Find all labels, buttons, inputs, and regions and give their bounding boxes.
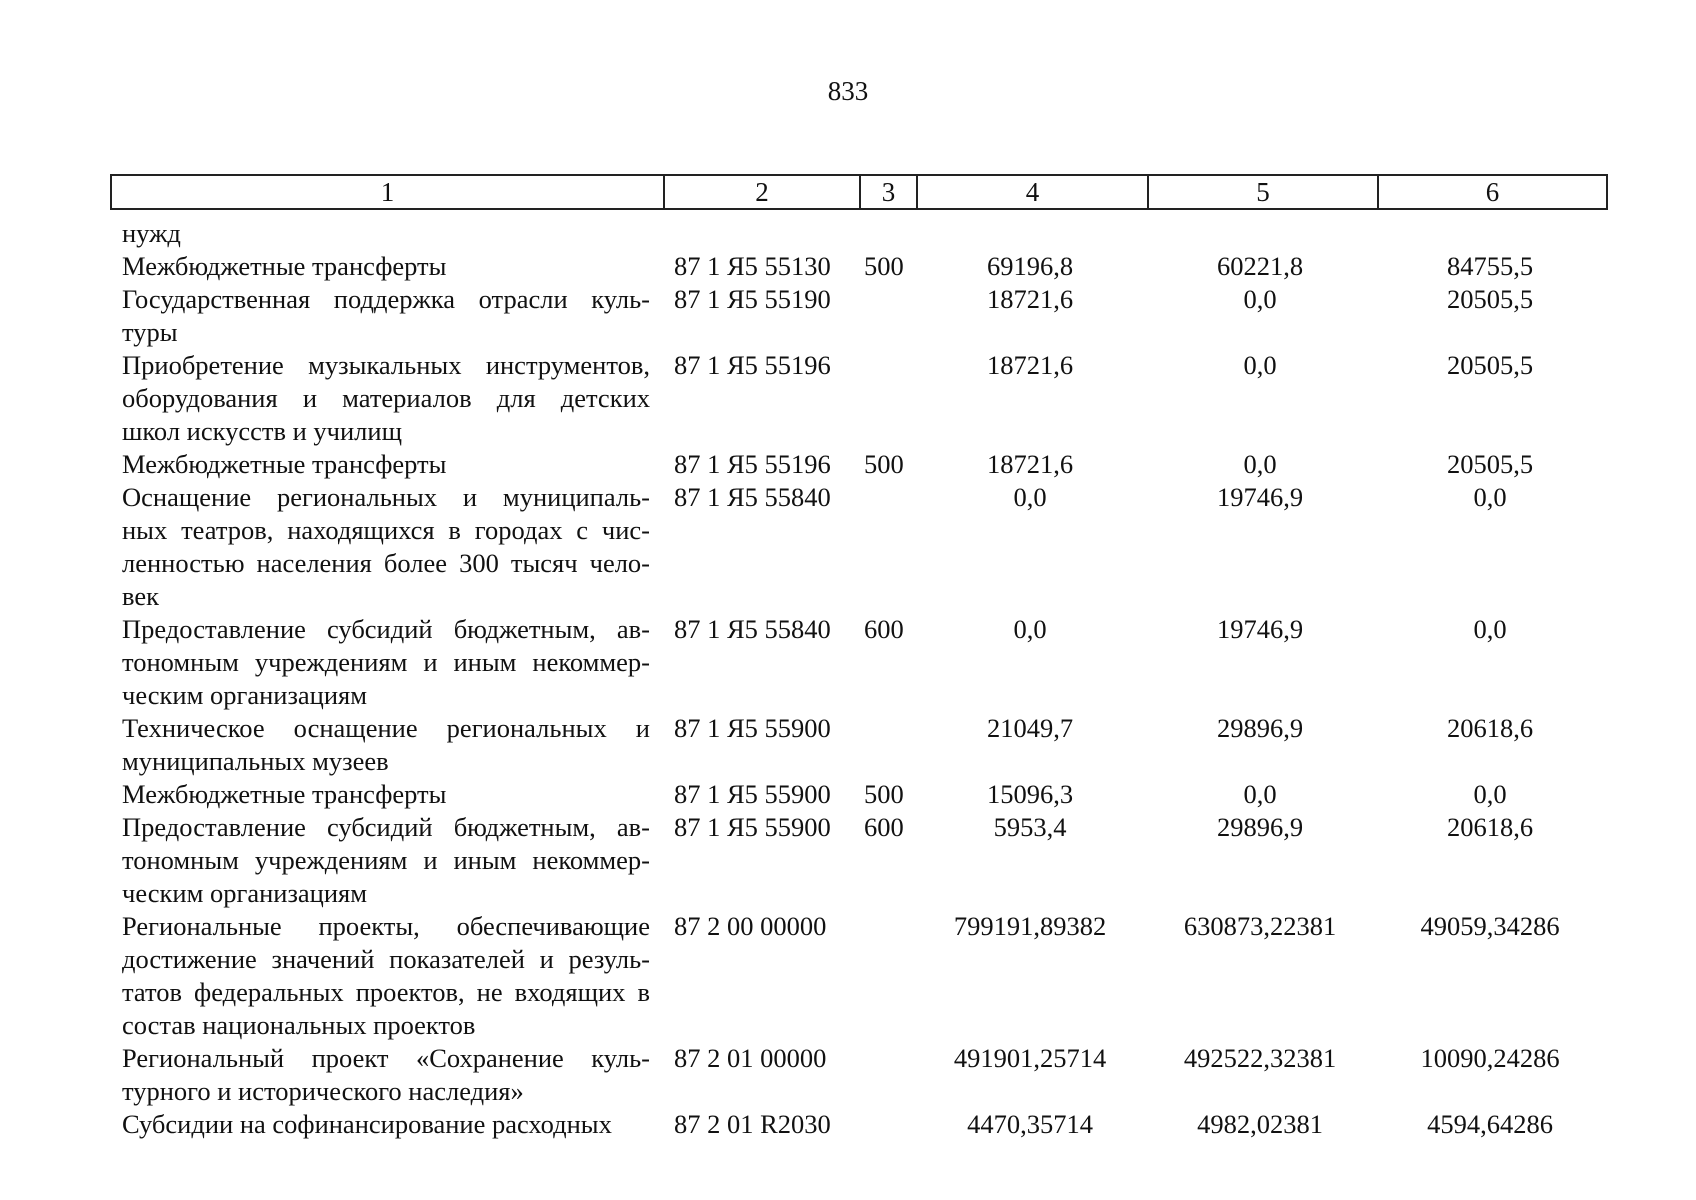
description-line: состав национальных проектов [122,1010,476,1040]
column-header-1: 1 [111,175,664,209]
description-line: нужд [122,218,181,248]
description-line: достижение значений показателей и резуль- [122,944,650,974]
description-line: Межбюджетные трансферты [122,449,447,479]
description-line: муниципальных музеев [122,746,389,776]
row-code: 87 1 Я5 55840 [674,482,831,512]
description-line: оборудования и материалов для детских [122,383,650,413]
row-description [122,448,650,481]
row-value-4: 21049,7 [986,713,1074,743]
row-code: 87 1 Я5 55196 [674,350,831,380]
description-line: ных театров, находящихся в городах с чис- [122,515,650,545]
row-value-4: 18721,6 [986,449,1074,479]
row-value-4: 18721,6 [986,350,1074,380]
row-value-5: 29896,9 [1216,713,1304,743]
row-value-6: 4594,64286 [1427,1109,1553,1139]
row-description [122,250,650,283]
description-line: туры [122,317,178,347]
description-line: Предоставление субсидий бюджетным, ав- [122,614,650,644]
row-value-6: 0,0 [1473,482,1507,512]
row-code: 87 1 Я5 55190 [674,284,831,314]
row-description [122,811,650,910]
description-line: татов федеральных проектов, не входящих в [122,977,650,1007]
row-value-5: 29896,9 [1216,812,1304,842]
description-line: Субсидии на софинансирование расходных [122,1109,612,1139]
row-description [122,613,650,712]
row-value-5: 60221,8 [1216,251,1304,281]
row-value-6: 20618,6 [1446,812,1534,842]
description-line: Приобретение музыкальных инструментов, [122,350,650,380]
column-header-2: 2 [664,175,860,209]
row-code: 87 1 Я5 55130 [674,251,831,281]
description-line: Государственная поддержка отрасли куль- [122,284,650,314]
row-description [122,910,650,1042]
row-code: 87 1 Я5 55900 [674,779,831,809]
row-value-4: 5953,4 [993,812,1067,842]
row-description [122,217,650,250]
row-description [122,1108,650,1141]
row-description [122,1042,650,1108]
description-line: тономным учреждениям и иным некоммер- [122,647,650,677]
page-number: 833 [827,76,869,106]
description-line: век [122,581,159,611]
row-value-6: 20505,5 [1446,350,1534,380]
row-value-6: 49059,34286 [1420,911,1560,941]
row-value-6: 0,0 [1473,614,1507,644]
description-line: Межбюджетные трансферты [122,251,447,281]
row-value-5: 0,0 [1243,284,1277,314]
description-line: Предоставление субсидий бюджетным, ав- [122,812,650,842]
row-code: 87 2 01 00000 [674,1043,827,1073]
row-value-4: 491901,25714 [953,1043,1107,1073]
row-value-5: 0,0 [1243,449,1277,479]
row-type: 600 [864,812,904,842]
description-line: школ искусств и училищ [122,416,402,446]
row-value-4: 4470,35714 [967,1109,1093,1139]
row-value-4: 69196,8 [986,251,1074,281]
column-header-3: 3 [860,175,917,209]
description-line: Региональный проект «Сохранение куль- [122,1043,650,1073]
column-header-5: 5 [1148,175,1378,209]
description-line: Техническое оснащение региональных и [122,713,650,743]
row-value-6: 10090,24286 [1420,1043,1560,1073]
row-code: 87 2 00 00000 [674,911,827,941]
column-header-4: 4 [917,175,1148,209]
row-value-4: 15096,3 [986,779,1074,809]
row-value-4: 799191,89382 [953,911,1107,941]
row-description [122,778,650,811]
row-value-5: 19746,9 [1216,482,1304,512]
row-value-6: 20505,5 [1446,284,1534,314]
row-value-4: 0,0 [1013,614,1047,644]
row-value-6: 84755,5 [1446,251,1534,281]
row-value-6: 20505,5 [1446,449,1534,479]
row-description [122,712,650,778]
row-type: 500 [864,449,904,479]
row-value-6: 0,0 [1473,779,1507,809]
row-value-5: 0,0 [1243,350,1277,380]
row-type: 500 [864,251,904,281]
description-line: тономным учреждениям и иным некоммер- [122,845,650,875]
row-value-5: 19746,9 [1216,614,1304,644]
row-value-5: 492522,32381 [1183,1043,1337,1073]
row-value-4: 0,0 [1013,482,1047,512]
row-code: 87 1 Я5 55840 [674,614,831,644]
description-line: ленностью населения более 300 тысяч чело- [122,548,650,578]
row-description [122,283,650,349]
description-line: турного и исторического наследия» [122,1076,524,1106]
row-value-5: 0,0 [1243,779,1277,809]
row-value-5: 630873,22381 [1183,911,1337,941]
row-value-6: 20618,6 [1446,713,1534,743]
description-line: ческим организациям [122,680,368,710]
row-type: 500 [864,779,904,809]
row-value-4: 18721,6 [986,284,1074,314]
row-type: 600 [864,614,904,644]
description-line: Региональные проекты, обеспечивающие [122,911,650,941]
description-line: ческим организациям [122,878,368,908]
row-code: 87 1 Я5 55900 [674,713,831,743]
row-code: 87 1 Я5 55900 [674,812,831,842]
row-code: 87 2 01 R2030 [674,1109,831,1139]
row-description [122,481,650,613]
column-header-6: 6 [1378,175,1607,209]
description-line: Межбюджетные трансферты [122,779,447,809]
description-line: Оснащение региональных и муниципаль- [122,482,650,512]
row-description [122,349,650,448]
row-value-5: 4982,02381 [1197,1109,1323,1139]
row-code: 87 1 Я5 55196 [674,449,831,479]
